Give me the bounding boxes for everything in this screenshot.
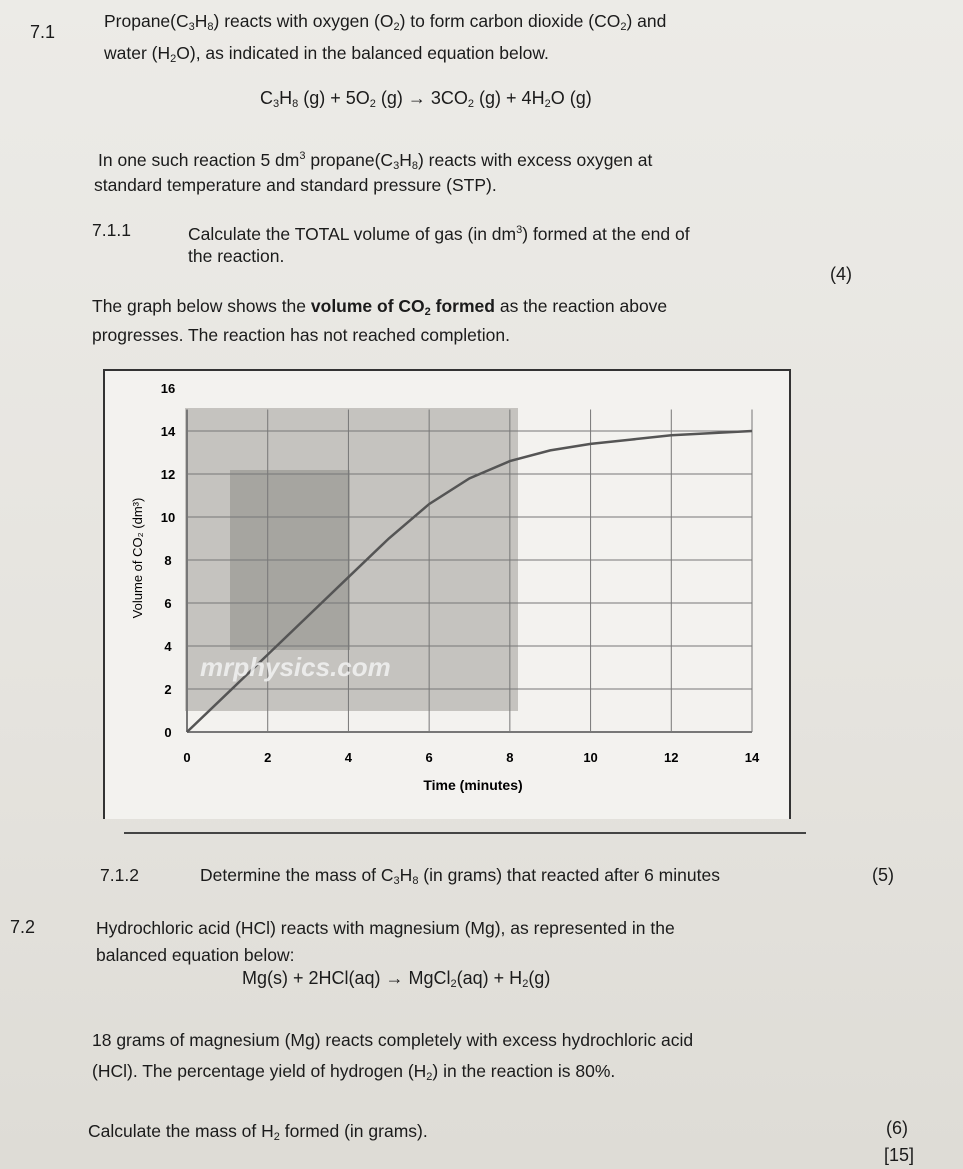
y-axis-label: Volume of CO₂ (dm³)	[130, 497, 145, 619]
q71-reaction-para-line-1: In one such reaction 5 $dm^3$ $propane(C_3H_8)$ reacts with excess oxygen at	[98, 150, 653, 172]
y-tick-label: 8	[164, 553, 172, 568]
y-tick-label: 16	[160, 381, 176, 396]
q712-marks: (5)	[872, 865, 894, 885]
q71-reaction-para-line-2: standard temperature and standard pressure (STP).	[94, 175, 497, 195]
q71-intro-line-2: water $(H_2O)$, as indicated in the balanced equation below.	[104, 43, 549, 65]
question-number-7-2: 7.2	[10, 917, 36, 937]
q72-para-line-1: 18 grams of magnesium (Mg) reacts completely with excess hydrochloric acid	[92, 1030, 694, 1050]
q711-line-2: the reaction.	[188, 246, 285, 266]
q711-marks: (4)	[830, 264, 852, 284]
watermark-text: mrphysics.com	[200, 652, 391, 682]
x-tick-label: 10	[583, 750, 598, 765]
x-tick-label: 12	[664, 750, 679, 765]
q72-line-2: balanced equation below:	[96, 945, 295, 965]
y-tick-label: 12	[160, 467, 176, 482]
x-tick-label: 2	[264, 750, 272, 765]
y-tick-label: 2	[164, 682, 172, 697]
y-tick-label: 0	[164, 725, 172, 740]
propane-combustion-equation: $C_3H_8$ $(g) + 5O_2$ $(g) \to 3CO_2$ $(g) + 4H_2O$ (g)	[260, 88, 592, 110]
q72-marks: (6)	[886, 1118, 908, 1138]
q71-intro-line-1: $Propane(C_3H_8)$ reacts with oxygen $(O_2)$ to form carbon dioxide $(CO_2)$ and	[104, 11, 667, 33]
graph-intro-line-1: The graph below shows the volume of $CO_2$ formed as the reaction above	[92, 296, 668, 318]
question-number-7-1: 7.1	[30, 22, 56, 42]
y-tick-label: 4	[164, 639, 172, 654]
graph-intro-line-2: progresses. The reaction has not reached completion.	[92, 325, 510, 345]
y-tick-label: 10	[160, 510, 176, 525]
q72-line-1: Hydrochloric acid (HCl) reacts with magnesium (Mg), as represented in the	[96, 918, 675, 938]
x-tick-label: 8	[506, 750, 514, 765]
question-number-7-1-1: 7.1.1	[92, 220, 131, 240]
x-axis-label: Time (minutes)	[423, 777, 523, 793]
q712-text: Determine the mass of $C_3H_8$ (in grams) that reacted after 6 minutes	[200, 865, 720, 887]
magnesium-hcl-equation: Mg(s) + 2HCl(aq) → MgCl$_2$(aq) + $H_2(g)$	[242, 968, 551, 990]
question-number-7-1-2: 7.1.2	[100, 865, 139, 885]
x-tick-label: 4	[344, 750, 353, 765]
q72-calculate-text: Calculate the mass of $H_2$ formed (in grams).	[88, 1121, 428, 1143]
x-tick-label: 6	[425, 750, 433, 765]
section-total-marks: [15]	[884, 1145, 915, 1165]
y-tick-label: 14	[160, 424, 176, 439]
x-tick-label: 14	[744, 750, 760, 765]
y-tick-label: 6	[164, 596, 172, 611]
q711-line-1: Calculate the TOTAL volume of gas (in $dm^3$) formed at the end of	[188, 224, 690, 244]
q72-para-line-2: (HCl). The percentage yield of hydrogen $(H_2)$ in the reaction is 80%.	[92, 1061, 616, 1083]
x-tick-label: 0	[183, 750, 191, 765]
